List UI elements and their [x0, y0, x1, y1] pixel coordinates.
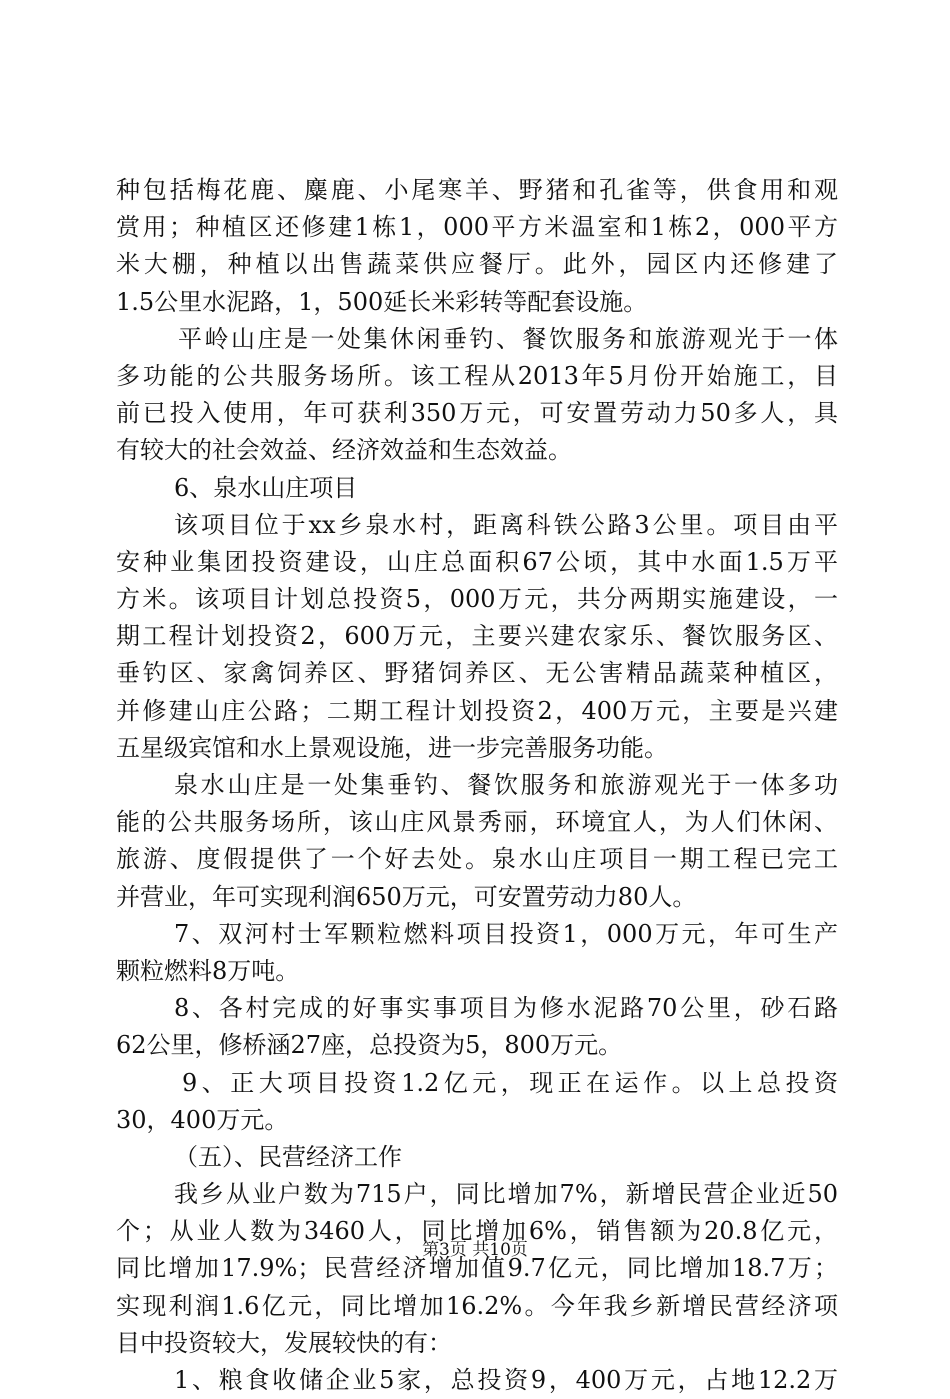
text-line: 安种业集团投资建设，山庄总面积67公顷，其中水面1.5万平 — [116, 547, 838, 576]
text-line: 并营业，年可实现利润650万元，可安置劳动力80人。 — [116, 882, 697, 911]
section-heading: 6、泉水山庄项目 — [174, 473, 358, 502]
list-item-line: 8、各村完成的好事实事项目为修水泥路70公里，砂石路 — [174, 994, 838, 1023]
text-line: 颗粒燃料8万吨。 — [116, 956, 300, 985]
text-line: 62公里，修桥涵27座，总投资为5，800万元。 — [116, 1031, 623, 1060]
text-line: 个；从业人数为3460人，同比增加6%，销售额为20.8亿元， — [116, 1217, 838, 1246]
text-line: 有较大的社会效益、经济效益和生态效益。 — [116, 436, 572, 465]
text-line: 赏用；种植区还修建1栋1，000平方米温室和1栋2，000平方 — [116, 213, 838, 242]
document-body — [116, 172, 838, 1399]
text-line: 种包括梅花鹿、麋鹿、小尾寒羊、野猪和孔雀等，供食用和观 — [116, 176, 838, 204]
text-line: 旅游、度假提供了一个好去处。泉水山庄项目一期工程已完工 — [116, 845, 838, 874]
text-line: 能的公共服务场所，该山庄风景秀丽，环境宜人，为人们休闲、 — [116, 808, 838, 837]
text-line: 五星级宾馆和水上景观设施，进一步完善服务功能。 — [116, 733, 668, 762]
section-heading: （五）、民营经济工作 — [174, 1142, 402, 1171]
text-line: 同比增加17.9%；民营经济增加值9.7亿元，同比增加18.7万； — [116, 1254, 838, 1283]
paragraph-start-line: 我乡从业户数为715户，同比增加7%，新增民营企业近50 — [174, 1180, 838, 1209]
text-line: 方米。该项目计划总投资5，000万元，共分两期实施建设，一 — [116, 585, 838, 614]
text-line: 垂钓区、家禽饲养区、野猪饲养区、无公害精品蔬菜种植区， — [116, 659, 838, 688]
page-footer: 第3页 共10页 — [422, 1240, 528, 1260]
text-line: 前已投入使用，年可获利350万元，可安置劳动力50多人，具 — [116, 399, 838, 428]
paragraph-start-line: 平岭山庄是一处集休闲垂钓、餐饮服务和旅游观光于一体 — [178, 324, 838, 353]
paragraph-start-line: 该项目位于xx乡泉水村，距离科铁公路3公里。项目由平 — [174, 510, 838, 539]
text-line: 米大棚，种植以出售蔬菜供应餐厅。此外，园区内还修建了 — [116, 250, 838, 279]
text-line: 1.5公里水泥路，1，500延长米彩转等配套设施。 — [116, 287, 648, 316]
text-line: 实现利润1.6亿元，同比增加16.2%。今年我乡新增民营经济项 — [116, 1291, 838, 1320]
text-line: 并修建山庄公路；二期工程计划投资2，400万元，主要是兴建 — [116, 696, 838, 725]
paragraph-start-line: 泉水山庄是一处集垂钓、餐饮服务和旅游观光于一体多功 — [174, 771, 838, 799]
list-item-line: 9、正大项目投资1.2亿元，现正在运作。以上总投资 — [182, 1068, 838, 1097]
text-line: 期工程计划投资2，600万元，主要兴建农家乐、餐饮服务区、 — [116, 622, 838, 651]
text-line: 目中投资较大，发展较快的有： — [116, 1328, 452, 1357]
list-item-line: 1、粮食收储企业5家，总投资9，400万元，占地12.2万 — [174, 1366, 838, 1394]
text-line: 多功能的公共服务场所。该工程从2013年5月份开始施工，目 — [116, 361, 838, 390]
list-item-line: 7、双河村士军颗粒燃料项目投资1，000万元，年可生产 — [174, 919, 838, 948]
text-line: 30，400万元。 — [116, 1105, 289, 1134]
